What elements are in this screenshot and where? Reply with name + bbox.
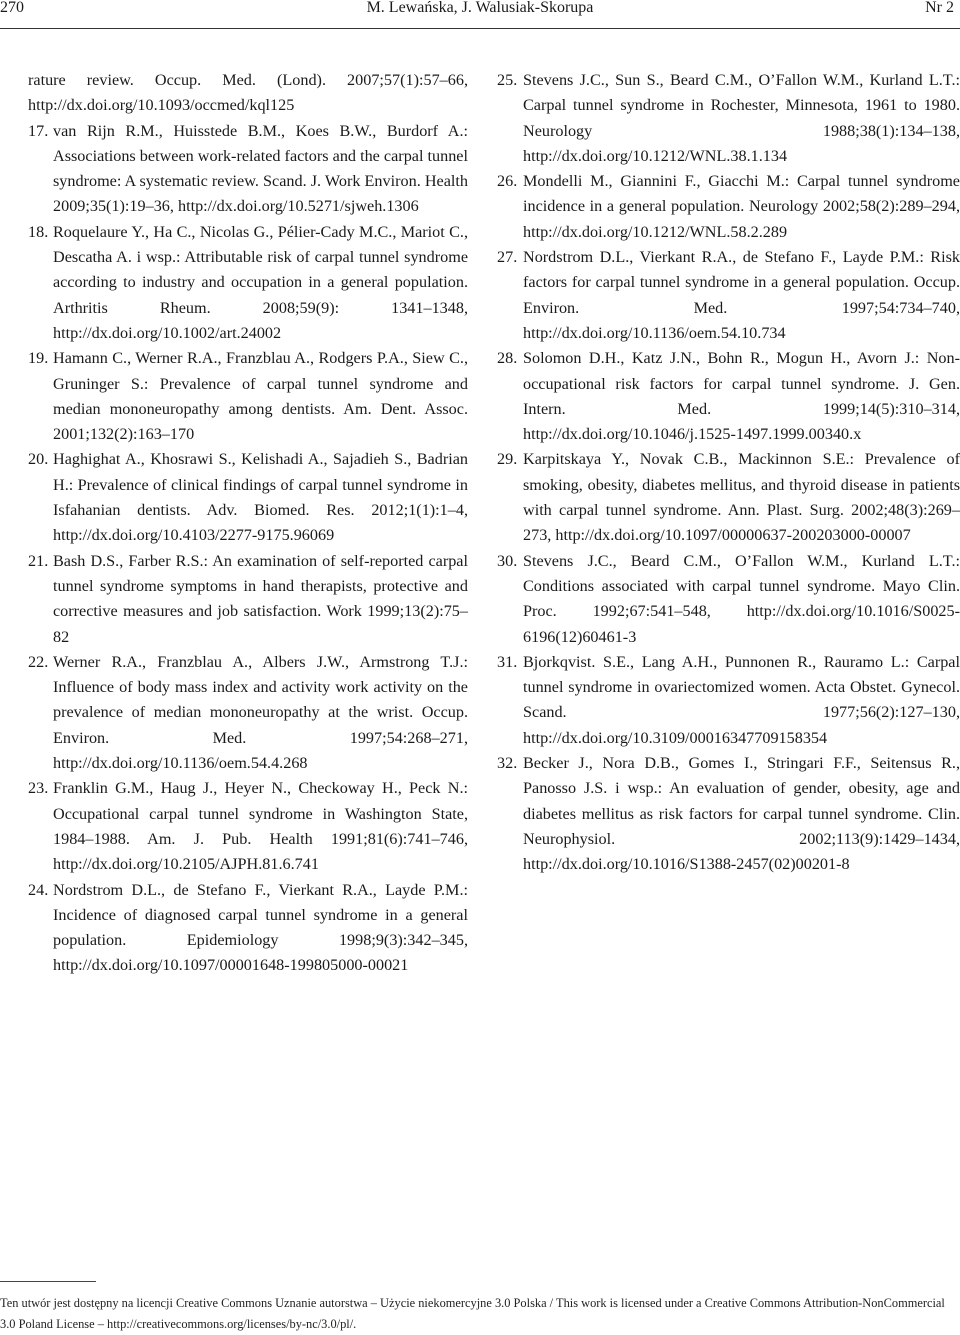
reference-28 <box>497 346 960 447</box>
reference-text: Franklin G.M., Haug J., Heyer N., Checkoway H., Peck N.: Occupational carpal tunnel syndrome in Washington State, 1984–1988. Am. J. Pub. Health 1991;81(6):741–746, http://dx.doi.org/10.2105/AJPH.81.6.741 <box>53 779 468 874</box>
license-footer: Ten utwór jest dostępny na licencji Creative Commons Uznanie autorstwa – Użycie niekomercyjne 3.0 Polska / This work is licensed under a Creative Commons Attribution-NonCommercial 3.0 Poland License – http://creativecommons.org/licenses/by-nc/3.0/pl/. <box>0 1296 945 1331</box>
running-header <box>0 0 960 30</box>
reference-number: 28. <box>497 349 518 368</box>
reference-text: Stevens J.C., Beard C.M., O’Fallon W.M., Kurland L.T.: Conditions associated with carpal tunnel syndrome. Mayo Clin. Proc. 1992;67:541–548, http://dx.doi.org/10.1016/S0025-6196(12)60461-3 <box>523 551 960 646</box>
reference-23 <box>28 776 468 877</box>
reference-text: Roquelaure Y., Ha C., Nicolas G., Pélier-Cady M.C., Mariot C., Descatha A. i wsp.: Attributable risk of carpal tunnel syndrome according to industry and occupation in a general population. Arthritis Rheum. 2008;59(9): 1341–1348, http://dx.doi.org/10.1002/art.24002 <box>53 222 468 342</box>
reference-text: Solomon D.H., Katz J.N., Bohn R., Mogun H., Avorn J.: Non-occupational risk factors for carpal tunnel syndrome. J. Gen. Intern. Med. 1999;14(5):310–314, http://dx.doi.org/10.1046/j.1525-1497.1999.00340.x <box>523 349 960 444</box>
reference-number: 20. <box>28 450 49 469</box>
reference-30 <box>497 549 960 650</box>
reference-21 <box>28 549 468 650</box>
reference-22 <box>28 650 468 776</box>
reference-27 <box>497 245 960 346</box>
reference-continuation: rature review. Occup. Med. (Lond). 2007;57(1):57–66, http://dx.doi.org/10.1093/occmed/kql125 <box>28 71 468 115</box>
reference-number: 19. <box>28 349 49 368</box>
reference-number: 29. <box>497 450 518 469</box>
reference-32 <box>497 751 960 877</box>
reference-24 <box>28 878 468 979</box>
reference-text: Haghighat A., Khosrawi S., Kelishadi A., Sajadieh S., Badrian H.: Prevalence of clinical findings of carpal tunnel syndrome in Isfahanian dentists. Adv. Biomed. Res. 2012;1(1):1–4, http://dx.doi.org/10.4103/2277-9175.96069 <box>53 450 468 545</box>
reference-number: 24. <box>28 880 49 899</box>
reference-25 <box>497 68 960 169</box>
reference-text: Werner R.A., Franzblau A., Albers J.W., Armstrong T.J.: Influence of body mass index and activity work activity on the prevalence of median mononeuropathy at the wrist. Occup. Environ. Med. 1997;54:268–271, http://dx.doi.org/10.1136/oem.54.4.268 <box>53 652 468 773</box>
reference-text: Nordstrom D.L., de Stefano F., Vierkant R.A., Layde P.M.: Incidence of diagnosed carpal tunnel syndrome in a general population. Epidemiology 1998;9(3):342–345, http://dx.doi.org/10.1097/00001648-199805000-00021 <box>53 880 468 975</box>
reference-29 <box>497 447 960 548</box>
page-number: 270 <box>0 0 24 16</box>
reference-number: 23. <box>28 779 49 798</box>
reference-text: Hamann C., Werner R.A., Franzblau A., Rodgers P.A., Siew C., Gruninger S.: Prevalence of carpal tunnel syndrome and median mononeuropathy among dentists. Am. Dent. Assoc. 2001;132(2):163–170 <box>53 349 468 444</box>
reference-text: Nordstrom D.L., Vierkant R.A., de Stefano F., Layde P.M.: Risk factors for carpal tunnel syndrome in a general population. Occup. Environ. Med. 1997;54:734–740, http://dx.doi.org/10.1136/oem.54.10.734 <box>523 248 960 342</box>
footnote-rule <box>0 1281 96 1282</box>
reference-17 <box>28 119 468 220</box>
reference-number: 22. <box>28 652 49 671</box>
reference-number: 32. <box>497 754 518 773</box>
reference-26 <box>497 169 960 245</box>
reference-19 <box>28 346 468 447</box>
issue-number: Nr 2 <box>925 0 954 16</box>
running-authors: M. Lewańska, J. Walusiak-Skorupa <box>366 0 594 16</box>
reference-text: Bjorkqvist. S.E., Lang A.H., Punnonen R., Rauramo L.: Carpal tunnel syndrome in ovariectomized women. Acta Obstet. Gynecol. Scand. 1977;56(2):127–130, http://dx.doi.org/10.3109/00016347709158354 <box>523 652 960 747</box>
reference-number: 25. <box>497 71 518 89</box>
reference-text: Bash D.S., Farber R.S.: An examination of self-reported carpal tunnel syndrome symptoms in hand therapists, protective and corrective measures and job satisfaction. Work 1999;13(2):75–82 <box>53 551 468 646</box>
reference-text: Stevens J.C., Sun S., Beard C.M., O’Fallon W.M., Kurland L.T.: Carpal tunnel syndrome in Rochester, Minnesota, 1961 to 1980. Neurology 1988;38(1):134–138, http://dx.doi.org/10.1212/WNL.38.1.134 <box>523 71 960 165</box>
right-column <box>497 68 960 878</box>
reference-text: van Rijn R.M., Huisstede B.M., Koes B.W., Burdorf A.: Associations between work-related factors and the carpal tunnel syndrome: A systematic review. Scand. J. Work Environ. Health 2009;35(1):19–36, http://dx.doi.org/10.5271/sjweh.1306 <box>53 121 468 216</box>
reference-number: 30. <box>497 551 518 570</box>
reference-number: 27. <box>497 248 518 267</box>
reference-number: 17. <box>28 121 49 140</box>
reference-text: Becker J., Nora D.B., Gomes I., Stringari F.F., Seitensus R., Panosso J.S. i wsp.: An evaluation of gender, obesity, age and diabetes mellitus as risk factors for carpal tunnel syndrome. Clin. Neurophysiol. 2002;113(9):1429–1434, http://dx.doi.org/10.1016/S1388-2457(02)00201-8 <box>523 754 960 874</box>
reference-number: 18. <box>28 222 49 241</box>
reference-text: Mondelli M., Giannini F., Giacchi M.: Carpal tunnel syndrome incidence in a general population. Neurology 2002;58(2):289–294, http://dx.doi.org/10.1212/WNL.58.2.289 <box>523 172 960 241</box>
reference-text: Karpitskaya Y., Novak C.B., Mackinnon S.E.: Prevalence of smoking, obesity, diabetes mellitus, and thyroid disease in patients with carpal tunnel syndrome. Ann. Plast. Surg. 2002;48(3):269–273, http://dx.doi.org/10.1097/00000637-200203000-00007 <box>523 450 960 545</box>
reference-number: 26. <box>497 172 518 191</box>
header-rule <box>0 28 960 29</box>
reference-20 <box>28 447 468 548</box>
reference-number: 21. <box>28 551 49 570</box>
reference-number: 31. <box>497 652 518 671</box>
reference-31 <box>497 650 960 751</box>
reference-18 <box>28 220 468 346</box>
left-column <box>28 68 468 979</box>
